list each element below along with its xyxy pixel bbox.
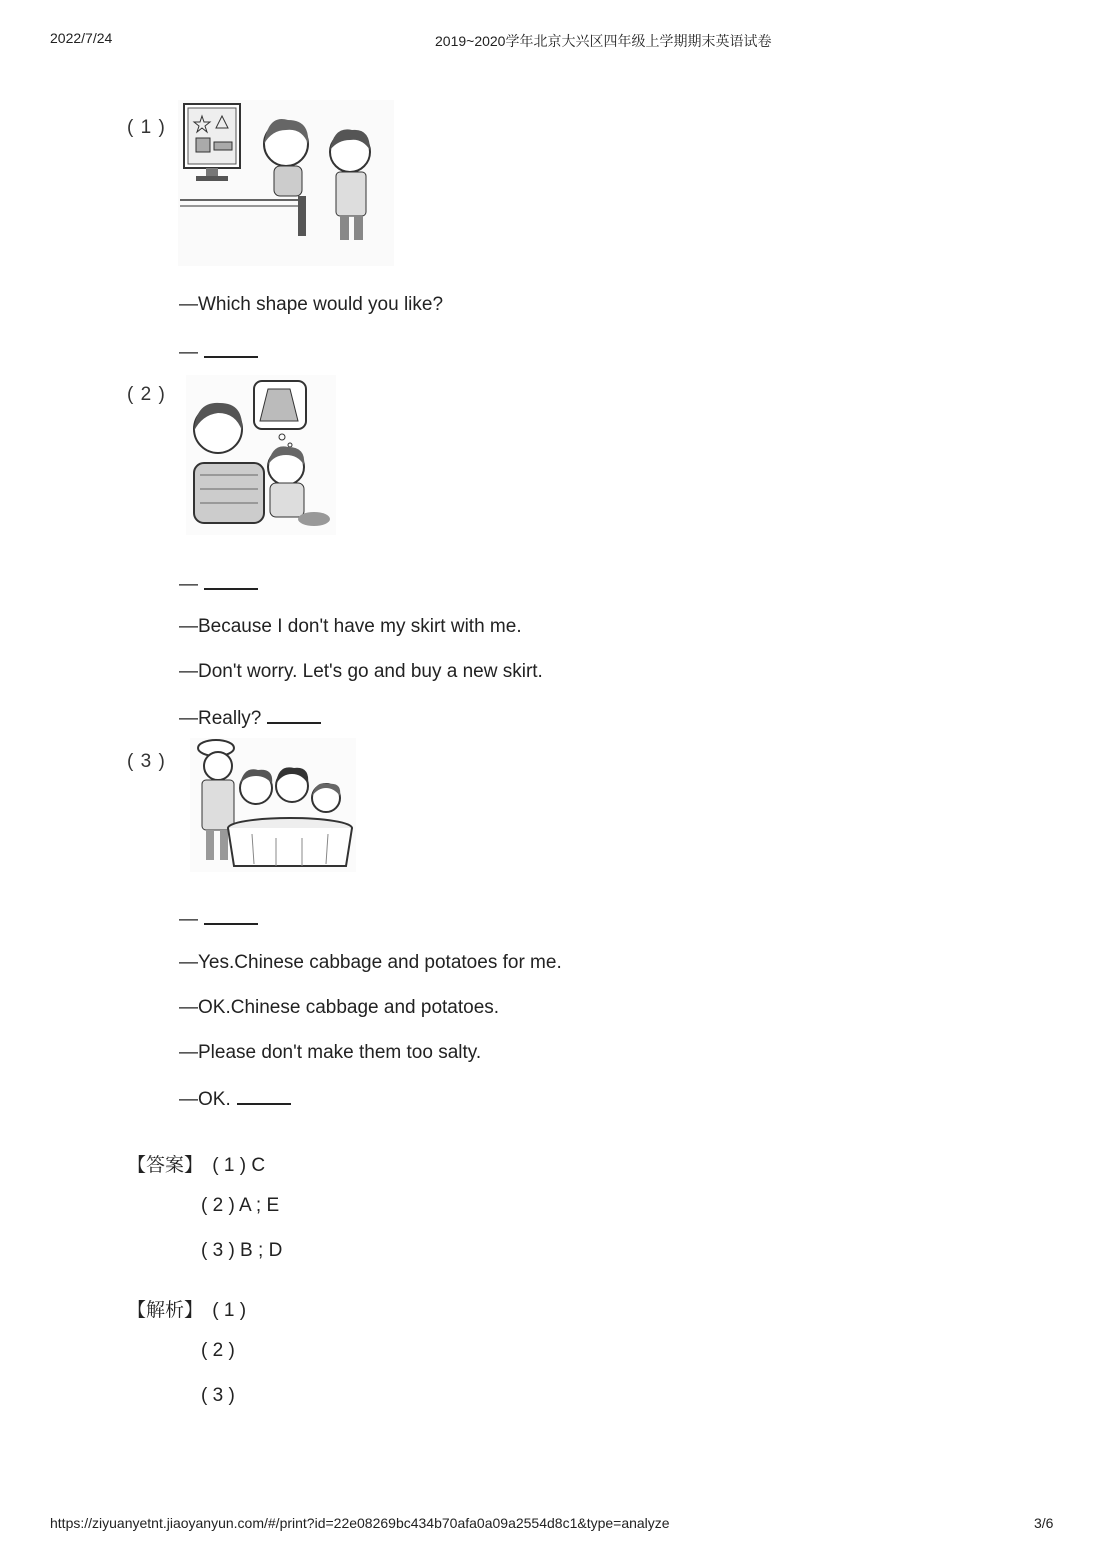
question-number-3: ( 3 ) xyxy=(127,751,166,772)
answer-blank xyxy=(204,340,258,358)
answer-blank xyxy=(267,706,321,724)
question-2-line-1 xyxy=(179,572,258,596)
question-2-illustration xyxy=(186,375,336,535)
question-3-line-1 xyxy=(179,907,258,931)
analysis-1: ( 1 ) xyxy=(212,1300,247,1321)
question-number-2: ( 2 ) xyxy=(127,384,166,405)
dash: — xyxy=(179,574,198,595)
answer-blank xyxy=(204,907,258,925)
question-2-line-3: —Don't worry. Let's go and buy a new skirt. xyxy=(179,661,543,682)
question-1-line-1: —Which shape would you like? xyxy=(179,294,444,315)
question-number-1: ( 1 ) xyxy=(127,117,166,138)
question-2-line-2: —Because I don't have my skirt with me. xyxy=(179,616,522,637)
dialogue-text: —OK. xyxy=(179,1089,231,1110)
answer-blank xyxy=(237,1087,291,1105)
page-number: 3/6 xyxy=(1034,1515,1054,1531)
answer-label: 【答案】 xyxy=(127,1155,204,1176)
answer-1: ( 1 ) C xyxy=(212,1155,266,1176)
answer-2: ( 2 ) A ; E xyxy=(201,1195,280,1216)
question-3-illustration xyxy=(190,738,356,872)
question-3-line-2: —Yes.Chinese cabbage and potatoes for me. xyxy=(179,952,562,973)
analysis-3: ( 3 ) xyxy=(201,1385,235,1406)
question-1-illustration xyxy=(178,100,394,266)
analysis-row-1 xyxy=(127,1295,246,1322)
answer-3: ( 3 ) B ; D xyxy=(201,1240,283,1261)
document-title: 2019~2020学年北京大兴区四年级上学期期末英语试卷 xyxy=(435,33,772,49)
dash: — xyxy=(179,909,198,930)
print-date: 2022/7/24 xyxy=(50,30,113,46)
question-2-line-4 xyxy=(179,706,321,730)
question-3-line-5 xyxy=(179,1087,291,1111)
question-3-line-4: —Please don't make them too salty. xyxy=(179,1042,482,1063)
question-3-line-3: —OK.Chinese cabbage and potatoes. xyxy=(179,997,500,1018)
analysis-label: 【解析】 xyxy=(127,1300,204,1321)
analysis-2: ( 2 ) xyxy=(201,1340,235,1361)
dash: — xyxy=(179,342,198,363)
answer-blank xyxy=(204,572,258,590)
footer-url: https://ziyuanyetnt.jiaoyanyun.com/#/print?id=22e08269bc434b70afa0a09a2554d8c1&type=analyze xyxy=(50,1515,670,1531)
dialogue-text: —Really? xyxy=(179,708,262,729)
answer-row-1 xyxy=(127,1150,265,1177)
question-1-line-2 xyxy=(179,340,258,364)
